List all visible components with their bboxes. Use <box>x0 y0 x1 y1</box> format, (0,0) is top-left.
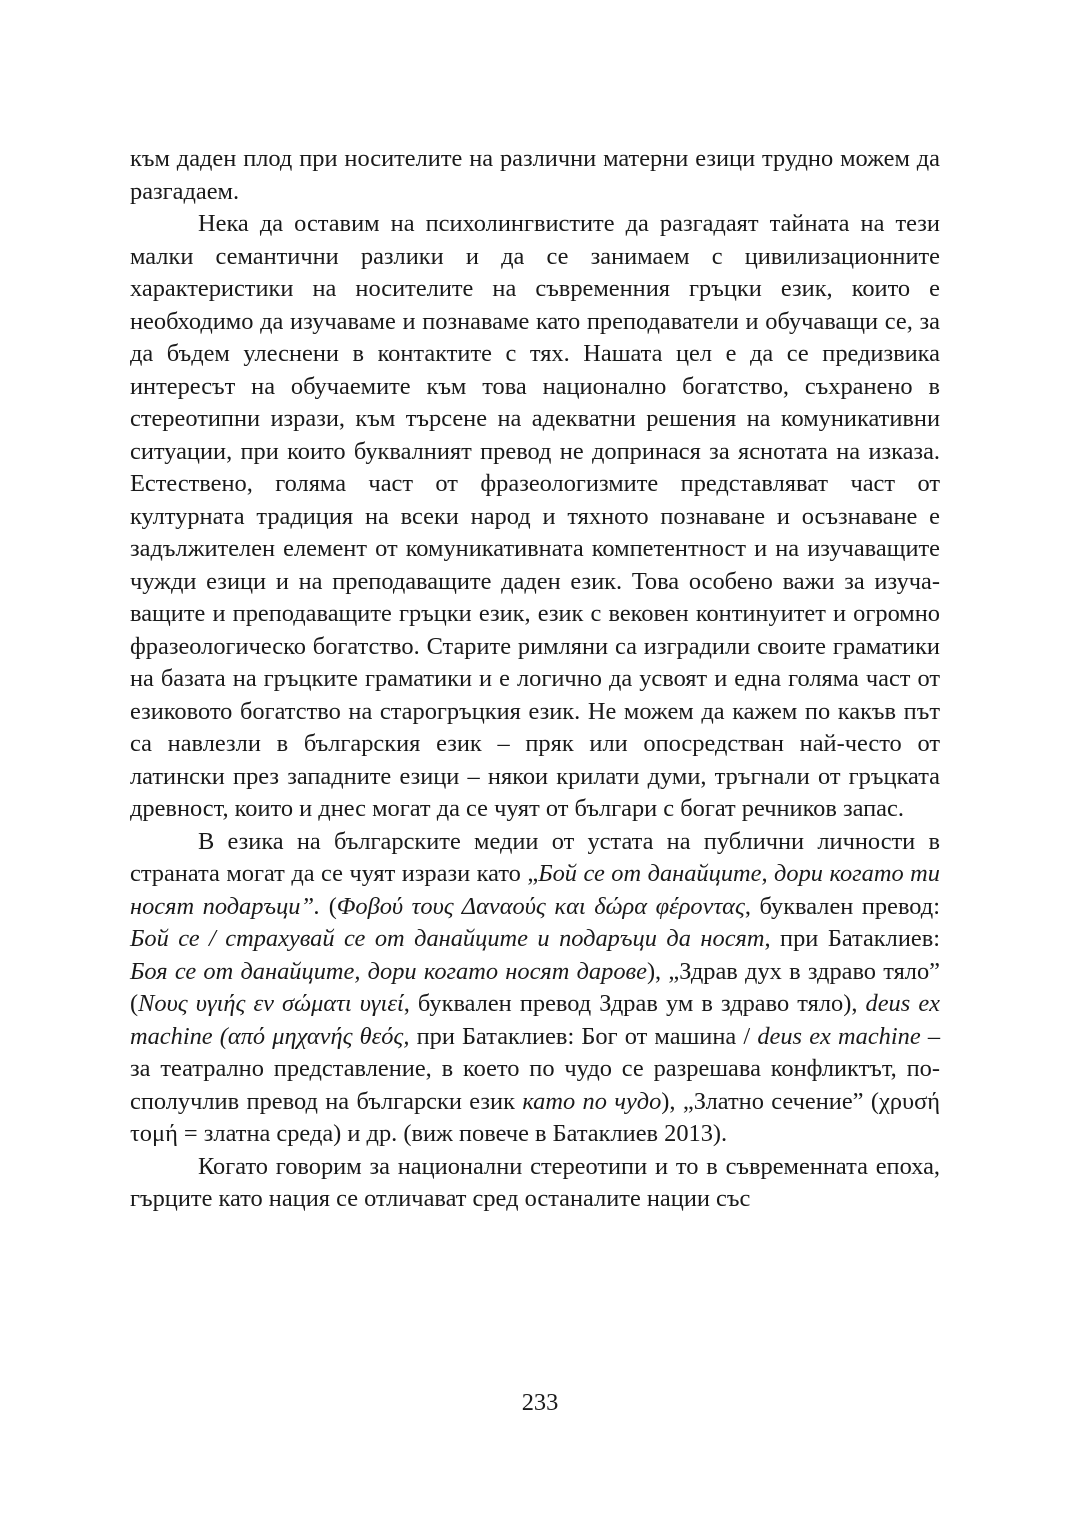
paragraph-2 <box>130 208 940 826</box>
text-run: , буквален превод Здрав ум в здраво тяло), <box>403 990 866 1017</box>
italic-text-run: Νους υγιής εν σώματι υγιεί <box>138 990 404 1017</box>
text-run: , при Батаклиев: <box>764 925 940 952</box>
text-run: Когато говорим за национални стереотипи и то в съвременната епоха, гърците като нация се отличават сред останалите нации със <box>130 1152 940 1212</box>
paragraph-4 <box>130 1151 940 1216</box>
page-number: 233 <box>521 1389 559 1416</box>
text-run: към даден плод при носителите на различни матерни езици трудно можем да разгадаем. <box>130 145 940 205</box>
text-run: ), „Златно сечение” (χρυσή τομή = златна среда) и др. (виж повече в Батаклиев 2013). <box>130 1087 940 1147</box>
paragraph-1 <box>130 143 940 208</box>
italic-text-run: като по чудо <box>522 1087 662 1115</box>
italic-text-run: Бой се / страхувай се от данайците и подаръци да носят <box>130 925 765 952</box>
text-run: В езика на българските медии от устата на публични личности в страната могат да се чуят изрази като „ <box>130 827 940 887</box>
italic-text-run: Φοβού τους Δαναούς και δώρα φέροντας <box>336 892 745 920</box>
text-run: – за театрално представление, в което по чудо се разрешава конфликтът, по-сполучлив превод на български език <box>130 1022 941 1115</box>
text-run: Нека да оставим на психолингвистите да разгадаят тайната на тези малки семантични разлики и да се занимаем с цивилизационните характеристики на носителите на съвременния гръцки език, които е необходимо да изучаваме и познаваме като преподаватели и обучаващи се, за да бъдем улеснени в контактите с тях. Нашата цел е да се предизвика интересът на обучаемите към това национално богатство, съхранено в стереотипни изрази, към търсене на адекватни решения на комуникативни ситуации, при които буквалният превод не допринася за яснотата на изказа. Естествено, голяма част от фразеологизмите представляват част от културната традиция на всеки народ и тяхното познаване и осъзнаване е задължителен елемент от комуникативната компетентност и на изучаващите чужди езици и на преподаващите даден език. Това особено важи за изучаващите и преподаващите гръцки език, език с вековен континуитет и огромно фразеологическо богатство. Старите римляни са изградили своите граматики на базата на гръцките граматики и е логично да усвоят и една голяма част от езиковото богатство на старогръцкия език. Не можем да кажем по какъв път са навлезли в българския език – пряк или опосредстван най-често от латински през западните езици – някои крилати думи, тръгнали от гръцката древност, които и днес могат да се чуят от българи с богат речников запас. <box>130 210 940 822</box>
italic-text-run: Бой се от данайците, дори когато ти носят подаръци”. <box>130 860 940 920</box>
text-run: ( <box>320 892 337 920</box>
italic-text-run: deus ex machine (από μηχανής θεός, <box>130 990 941 1050</box>
text-run: ), „Здрав дух в здраво тяло” ( <box>130 957 941 1017</box>
paragraph-3 <box>130 826 940 1151</box>
page-body <box>130 143 940 1216</box>
italic-text-run: Боя се от данайците, дори когато носят дарове <box>130 957 647 985</box>
italic-text-run: deus ex machine <box>757 1022 921 1050</box>
text-run: , буквален превод: <box>744 892 940 920</box>
text-run: при Батаклиев: Бог от машина / <box>409 1022 758 1050</box>
